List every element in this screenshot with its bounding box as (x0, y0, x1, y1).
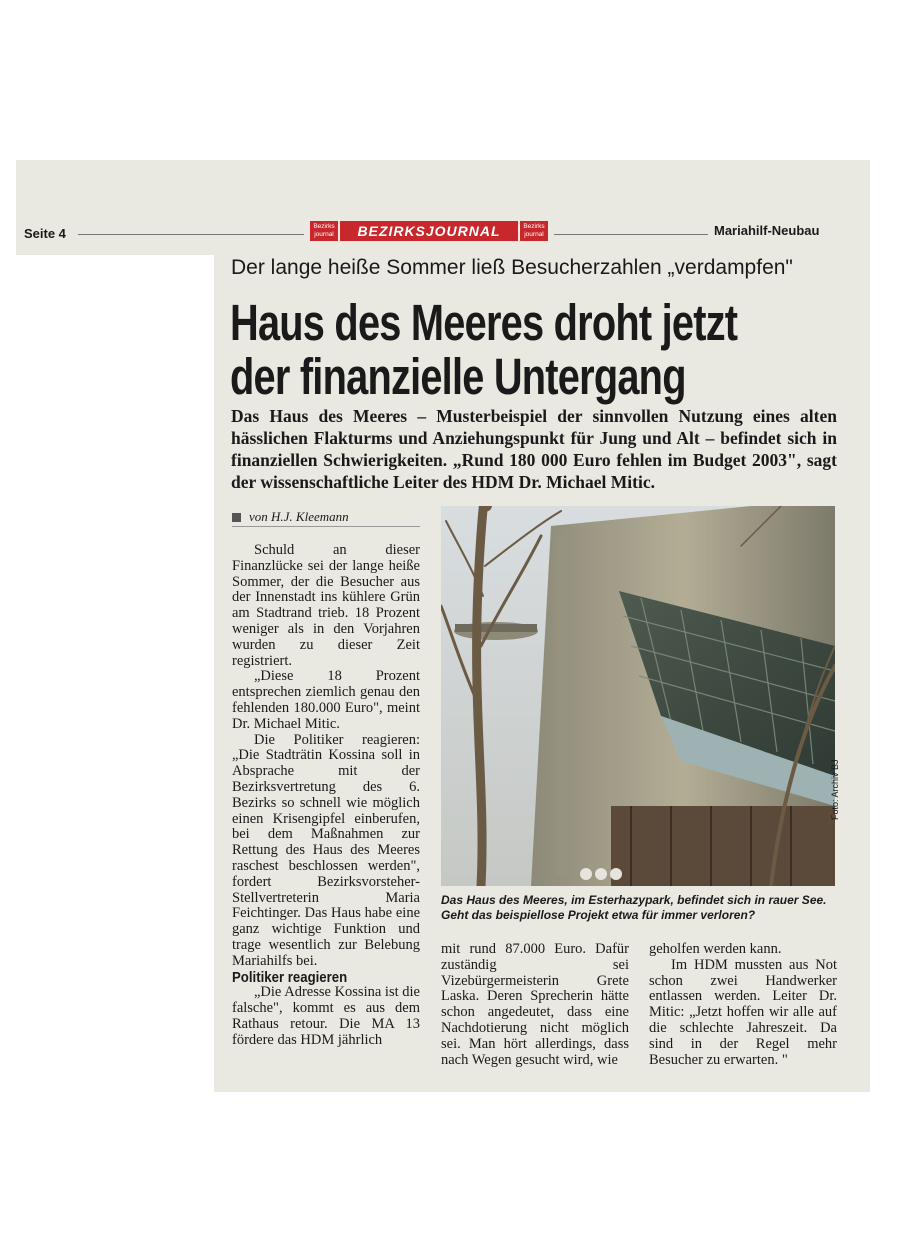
district-label: Mariahilf-Neubau (714, 223, 820, 238)
byline (232, 509, 349, 525)
page-number: Seite 4 (24, 226, 66, 241)
logo-badge-left: Bezirks journal (310, 221, 338, 241)
flak-tower-photo (441, 506, 835, 886)
photo-caption: Das Haus des Meeres, im Esterhazypark, befindet sich in rauer See. Geht das beispiellose Projekt etwa für immer verloren? (441, 893, 827, 922)
section-heading: Politiker reagieren (232, 968, 348, 986)
photo-credit: Foto: Archiv BJ (830, 759, 840, 820)
headline-line-1: Haus des Meeres droht jetzt (230, 294, 738, 351)
newspaper-logo (310, 220, 548, 242)
paragraph: mit rund 87.000 Euro. Dafür zuständig sei Vizebürgermeisterin Grete Laska. Deren Sprecherin hätte schon angedeutet, dass eine Nachdotierung nicht möglich sei. Man hört allerdings, dass nach Wegen gesucht wird, wie (441, 941, 629, 1068)
logo-badge-right: Bezirks journal (520, 221, 548, 241)
paragraph: geholfen werden kann. (649, 941, 782, 957)
article-photo (441, 506, 835, 886)
text-column-2 (441, 942, 629, 1068)
logo-wordmark: BEZIRKSJOURNAL (340, 221, 518, 241)
byline-rule (232, 526, 420, 527)
paragraph: Im HDM mussten aus Not schon zwei Handwerker entlassen werden. Leiter Dr. Mitic: „Jetzt hoffen wir alle auf die schlechte Jahreszeit. Da sind in der Regel mehr Besucher zu erwarten. " (649, 956, 837, 1068)
paragraph: Schuld an dieser Finanzlücke sei der lange heiße Sommer, der die Besucher aus der Innenstadt ins kühlere Grün am Stadtrand trieb. 18 Prozent weniger als in den Vorjahren wurden zu dieser Zeit registriert. (232, 542, 420, 669)
text-column-3 (649, 942, 837, 1068)
paragraph: „Diese 18 Prozent entsprechen ziemlich genau den fehlenden 180.000 Euro", meint Dr. Michael Mitic. (232, 668, 420, 732)
text-column-1 (232, 543, 420, 1049)
paragraph: „Die Adresse Kossina ist die falsche", kommt es aus dem Rathaus retour. Die MA 13 fördere das HDM jährlich (232, 984, 420, 1048)
headline-line-2: der finanzielle Untergang (230, 348, 686, 405)
paragraph: Die Politiker reagieren: „Die Stadträtin Kossina soll in Absprache mit der Bezirksvertretung des 6. Bezirks so schnell wie möglich einen Krisengipfel einberufen, bei dem Maßnahmen zur Rettung des Haus des Meeres raschest beschlossen werden", fordert Bezirksvorsteher-Stellvertreterin Maria Feichtinger. Das Haus habe eine ganz wichtige Funktion und trage wesentlich zur Belebung Mariahilfs bei. (232, 731, 420, 969)
header-rule-right (554, 234, 708, 235)
byline-square-icon (232, 513, 241, 522)
byline-text: von H.J. Kleemann (249, 509, 349, 524)
article-subheadline: Der lange heiße Sommer ließ Besucherzahlen „verdampfen" (231, 256, 793, 279)
header-rule-left (78, 234, 304, 235)
article-lead: Das Haus des Meeres – Musterbeispiel der sinnvollen Nutzung eines alten hässlichen Flakturms und Anziehungspunkt für Jung und Alt – befindet sich in finanziellen Schwierigkeiten. „Rund 180 000 Euro fehlen im Budget 2003", sagt der wissenschaftliche Leiter des HDM Dr. Michael Mitic. (231, 406, 837, 492)
